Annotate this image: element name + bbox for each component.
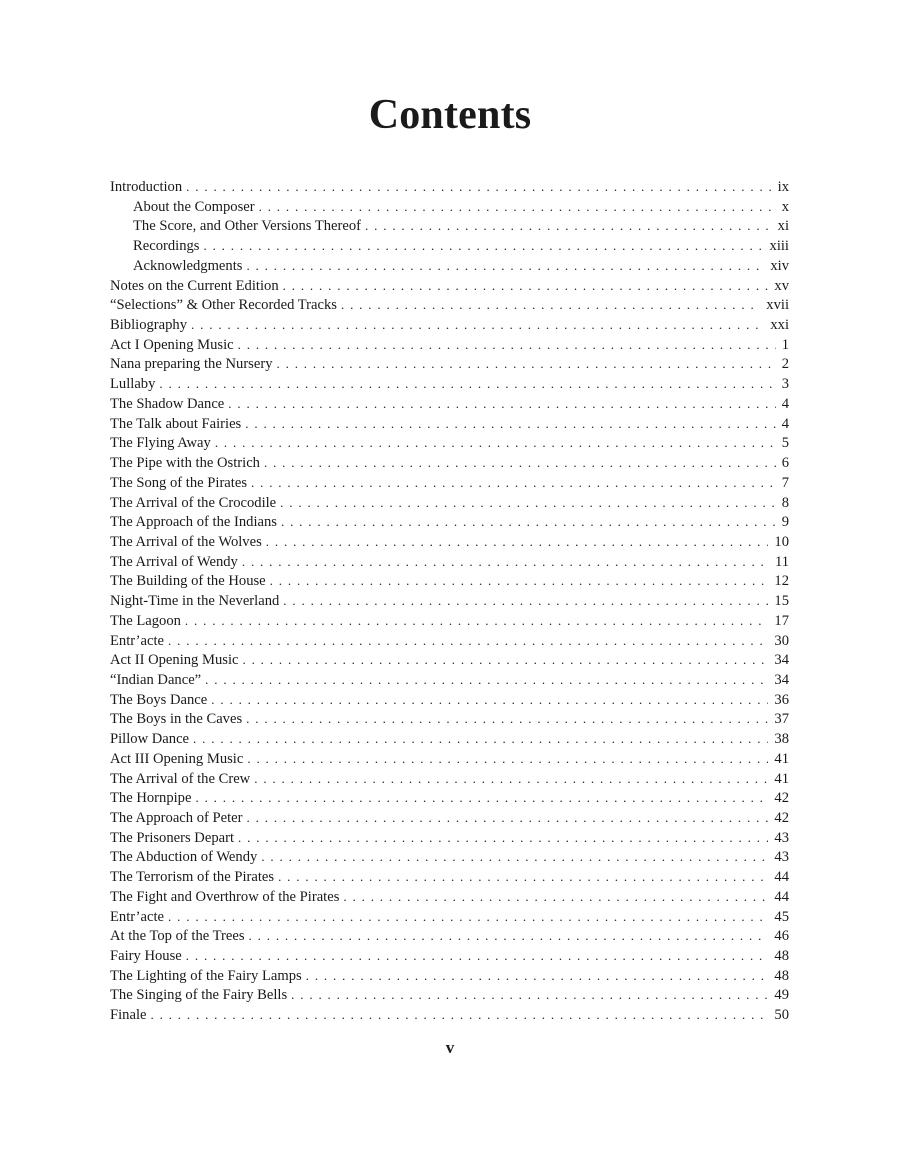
toc-entry-page: 34 [774,671,789,688]
dot-leader [247,808,769,828]
dot-leader [283,591,768,611]
dot-leader [150,1005,768,1025]
toc-entry-page: xiii [769,238,789,255]
toc-entry[interactable] [110,985,789,1005]
toc-entry-title: The Building of the House [110,573,266,590]
dot-leader [254,769,768,789]
toc-entry-page: 43 [774,829,789,846]
toc-entry-title: The Pipe with the Ostrich [110,455,260,472]
toc-entry[interactable] [110,276,789,296]
toc-entry-page: x [781,198,789,215]
toc-entry-title: The Arrival of the Crocodile [110,494,277,511]
toc-entry[interactable] [110,808,789,828]
dot-leader [278,867,768,887]
dot-leader [249,926,769,946]
toc-entry[interactable] [110,394,789,414]
toc-entry-title: The Lagoon [110,612,181,629]
toc-entry[interactable] [110,611,789,631]
toc-entry-page: xiv [770,257,789,274]
toc-entry-title: Entr’acte [110,908,165,925]
toc-entry-title: Bibliography [110,317,188,334]
dot-leader [242,552,769,572]
toc-entry[interactable] [110,315,789,335]
toc-entry[interactable] [110,512,789,532]
toc-entry-page: 50 [774,1007,789,1024]
toc-entry-page: 48 [774,967,789,984]
toc-entry-page: 42 [774,810,789,826]
dot-leader [343,887,768,907]
toc-entry[interactable] [110,433,789,453]
toc-entry[interactable] [110,650,789,670]
toc-entry-title: Act I Opening Music [110,336,234,353]
toc-entry-title: Act III Opening Music [110,750,244,767]
toc-entry-title: The Hornpipe [110,790,192,807]
dot-leader [261,847,768,867]
toc-entry[interactable] [110,295,789,315]
toc-entry[interactable] [110,552,789,572]
toc-entry[interactable] [110,828,789,848]
toc-entry-page: 5 [781,435,789,452]
toc-entry-title: Finale [110,1007,147,1024]
dot-leader [246,256,764,276]
dot-leader [306,966,769,986]
toc-entry-page: 3 [781,376,789,393]
dot-leader [280,493,776,513]
dot-leader [186,177,771,197]
toc-entry-title: Notes on the Current Edition [110,277,279,294]
toc-entry-page: 15 [774,593,789,610]
toc-entry-page: xv [774,277,789,294]
toc-entry-page: 12 [774,573,789,590]
toc-entry[interactable] [110,769,789,789]
toc-entry-title: Fairy House [110,948,182,965]
dot-leader [203,236,763,256]
toc-entry-page: 11 [774,553,789,570]
toc-entry[interactable] [110,946,789,966]
toc-entry-title: The Talk about Fairies [110,415,242,432]
toc-entry-page: 10 [774,533,789,550]
toc-entry-title: Act II Opening Music [110,652,239,669]
dot-leader [283,276,769,296]
toc-entry-page: 6 [781,455,789,472]
toc-entry[interactable] [110,374,789,394]
toc-entry-title: At the Top of the Trees [110,928,245,945]
toc-entry[interactable] [110,354,789,374]
toc-entry[interactable] [110,887,789,907]
toc-entry[interactable] [110,493,789,513]
toc-entry[interactable] [110,197,789,217]
page-number: v [445,1038,455,1057]
toc-entry-title: The Approach of Peter [110,810,243,826]
toc-entry-title: The Arrival of Wendy [110,553,238,570]
dot-leader [246,709,768,729]
dot-leader [205,670,768,690]
toc-entry-title: Pillow Dance [110,731,190,748]
toc-entry-title: Recordings [133,238,200,255]
toc-entry[interactable] [110,709,789,729]
toc-entry-title: Nana preparing the Nursery [110,356,273,373]
toc-entry[interactable] [110,847,789,867]
toc-entry-title: The Boys in the Caves [110,711,243,728]
toc-entry-page: 8 [781,494,789,511]
toc-entry[interactable] [110,690,789,710]
page-title: Contents [368,92,532,138]
toc-entry-page: 1 [781,336,789,353]
toc-entry[interactable] [110,256,789,276]
dot-leader [264,453,776,473]
toc-entry-page: 41 [774,770,789,787]
toc-entry-title: The Prisoners Depart [110,829,235,846]
dot-leader [186,946,769,966]
dot-leader [168,631,768,651]
toc-entry-title: The Arrival of the Wolves [110,533,262,550]
toc-entry[interactable] [110,453,789,473]
toc-entry-page: 9 [781,514,789,531]
toc-entry[interactable] [110,729,789,749]
toc-entry-page: 38 [774,731,789,748]
dot-leader [365,216,772,236]
toc-entry-page: 17 [774,612,789,629]
toc-entry[interactable] [110,867,789,887]
toc-entry-page: 4 [781,395,789,412]
toc-entry-title: The Song of the Pirates [110,474,247,491]
toc-entry-page: 43 [774,849,789,866]
toc-entry-title: The Flying Away [110,435,211,452]
toc-entry-title: The Arrival of the Crew [110,770,251,787]
toc-entry[interactable] [110,591,789,611]
toc-entry[interactable] [110,926,789,946]
toc-entry-page: 34 [774,652,789,669]
toc-entry-page: 2 [781,356,789,373]
toc-entry-page: 45 [774,908,789,925]
dot-leader [242,650,768,670]
dot-leader [259,197,776,217]
toc-entry-page: ix [777,179,789,195]
toc-entry-page: 49 [774,987,789,1004]
toc-entry[interactable] [110,335,789,355]
toc-entry-title: Night-Time in the Neverland [110,593,280,610]
toc-entry-title: “Indian Dance” [110,671,202,688]
dot-leader [245,414,775,434]
dot-leader [281,512,776,532]
toc-entry-page: 41 [774,750,789,767]
dot-leader [168,907,768,927]
toc-entry[interactable] [110,631,789,651]
dot-leader [159,374,775,394]
toc-entry-title: Entr’acte [110,632,165,649]
toc-entry[interactable] [110,966,789,986]
toc-entry[interactable] [110,532,789,552]
toc-entry-page: 37 [774,711,789,728]
dot-leader [238,828,768,848]
toc-entry-page: 7 [781,474,789,491]
toc-entry-page: 4 [781,415,789,432]
toc-entry-title: “Selections” & Other Recorded Tracks [110,297,337,314]
dot-leader [341,295,760,315]
dot-leader [191,315,764,335]
toc-entry[interactable] [110,788,789,808]
toc-entry-title: The Shadow Dance [110,395,225,412]
toc-entry-title: The Singing of the Fairy Bells [110,987,288,1004]
toc-entry[interactable] [110,177,789,197]
toc-entry-page: 36 [774,691,789,708]
dot-leader [247,749,768,769]
toc-entry[interactable] [110,236,789,256]
toc-entry-title: The Boys Dance [110,691,208,708]
toc-entry-title: Introduction [110,179,183,195]
toc-entry-title: Acknowledgments [133,257,243,274]
toc-entry-title: The Score, and Other Versions Thereof [133,218,362,235]
toc-entry-page: 44 [774,869,789,886]
toc-entry-title: The Lighting of the Fairy Lamps [110,967,302,984]
dot-leader [238,335,776,355]
dot-leader [211,690,768,710]
dot-leader [291,985,768,1005]
toc-entry[interactable] [110,1005,789,1025]
toc-entry[interactable] [110,670,789,690]
toc-entry[interactable] [110,749,789,769]
toc-entry-page: 42 [774,790,789,807]
toc-entry-page: xi [777,218,789,235]
toc-entry-title: Lullaby [110,376,156,393]
toc-entry-title: About the Composer [133,198,255,215]
dot-leader [228,394,775,414]
toc-entry-title: The Fight and Overthrow of the Pirates [110,888,340,905]
dot-leader [185,611,768,631]
toc-entry[interactable] [110,216,789,236]
toc-entry[interactable] [110,473,789,493]
dot-leader [193,729,768,749]
toc-entry-title: The Abduction of Wendy [110,849,258,866]
toc-entry-title: The Terrorism of the Pirates [110,869,275,886]
dot-leader [266,532,769,552]
toc-entry[interactable] [110,571,789,591]
toc-entry-title: The Approach of the Indians [110,514,277,531]
table-of-contents [110,177,789,1025]
toc-entry[interactable] [110,414,789,434]
dot-leader [270,571,769,591]
dot-leader [215,433,776,453]
toc-entry-page: 46 [774,928,789,945]
toc-entry-page: xvii [766,297,789,314]
dot-leader [277,354,776,374]
toc-entry-page: xxi [770,317,789,334]
toc-entry[interactable] [110,907,789,927]
toc-entry-page: 44 [774,888,789,905]
toc-entry-page: 48 [774,948,789,965]
dot-leader [251,473,776,493]
dot-leader [195,788,768,808]
toc-entry-page: 30 [774,632,789,649]
